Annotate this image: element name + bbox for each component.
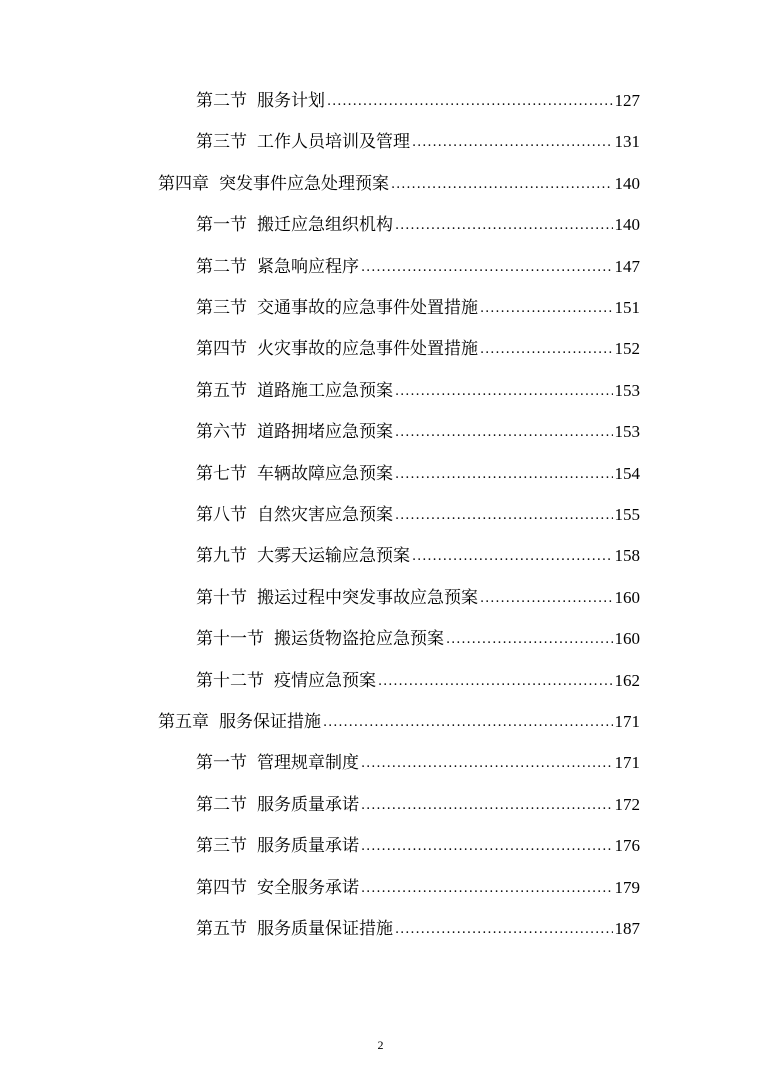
toc-entry-title: 搬运货物盗抢应急预案: [274, 629, 444, 650]
toc-entry-title: 道路拥堵应急预案: [257, 422, 393, 443]
toc-entry-page: 153: [614, 380, 640, 400]
toc-leader-dots: [361, 791, 613, 819]
toc-entry-number: 第三节: [196, 298, 247, 318]
toc-entry-number: 第五节: [196, 380, 247, 401]
toc-entry-page: 172: [614, 794, 640, 814]
toc-entry-page: 160: [614, 587, 640, 607]
toc-entry[interactable]: [196, 792, 640, 818]
toc-entry-number: 第十一节: [196, 629, 264, 650]
toc-entry-page: 176: [614, 836, 640, 856]
toc-entry-page: 160: [614, 629, 640, 649]
toc-leader-dots: [395, 377, 613, 405]
toc-entry[interactable]: [196, 916, 640, 942]
toc-entry-title: 服务保证措施: [219, 712, 321, 732]
toc-entry-title: 搬迁应急组织机构: [257, 215, 393, 236]
toc-entry-page: 152: [614, 339, 640, 359]
toc-leader-dots: [391, 170, 613, 198]
toc-entry-page: 171: [614, 753, 640, 773]
toc-entry-page: 179: [614, 877, 640, 897]
toc-entry-page: 131: [614, 132, 640, 152]
toc-entry-title: 大雾天运输应急预案: [257, 546, 410, 567]
toc-entry-title: 突发事件应急处理预案: [219, 173, 389, 194]
toc-entry-page: 171: [614, 712, 640, 731]
toc-entry-number: 第九节: [196, 546, 247, 567]
toc-entry-number: 第七节: [196, 463, 247, 484]
toc-leader-dots: [446, 625, 613, 653]
toc-entry-title: 道路施工应急预案: [257, 380, 393, 401]
toc-entry-number: 第二节: [196, 794, 247, 815]
toc-entry-title: 管理规章制度: [257, 753, 359, 774]
toc-entry-number: 第一节: [196, 753, 247, 774]
toc-entry-title: 疫情应急预案: [274, 670, 376, 691]
toc-entry-number: 第八节: [196, 505, 247, 525]
toc-entry-page: 151: [614, 298, 640, 317]
toc-entry-page: 153: [614, 422, 640, 442]
toc-entry[interactable]: [196, 875, 640, 901]
toc-entry-title: 交通事故的应急事件处置措施: [257, 298, 478, 318]
toc-entry-title: 自然灾害应急预案: [257, 505, 393, 525]
page-number: 2: [377, 1038, 384, 1052]
toc-leader-dots: [395, 501, 613, 529]
toc-leader-dots: [361, 749, 613, 777]
toc-entry-title: 服务质量保证措施: [257, 919, 393, 939]
toc-entry[interactable]: [158, 709, 640, 735]
toc-entry-number: 第五章: [158, 712, 209, 732]
toc-entry-number: 第二节: [196, 256, 247, 277]
toc-leader-dots: [361, 253, 613, 281]
toc-leader-dots: [378, 667, 613, 695]
toc-entry[interactable]: [196, 668, 640, 694]
toc-entry-title: 服务质量承诺: [257, 836, 359, 857]
toc-entry-title: 紧急响应程序: [257, 256, 359, 277]
toc-leader-dots: [395, 460, 613, 488]
toc-entry[interactable]: [196, 129, 640, 155]
toc-entry[interactable]: [196, 88, 640, 114]
toc-entry-page: 127: [614, 91, 640, 110]
toc-entry-page: 187: [614, 919, 640, 938]
toc-entry-number: 第十节: [196, 587, 247, 608]
toc-entry-title: 搬运过程中突发事故应急预案: [257, 587, 478, 608]
toc-leader-dots: [361, 832, 613, 860]
toc-leader-dots: [395, 211, 613, 239]
toc-entry[interactable]: [196, 750, 640, 776]
toc-leader-dots: [480, 294, 613, 322]
toc-entry[interactable]: [196, 378, 640, 404]
toc-entry-title: 安全服务承诺: [257, 877, 359, 898]
toc-leader-dots: [480, 584, 613, 612]
toc-entry[interactable]: [196, 336, 640, 362]
toc-entry-number: 第四节: [196, 339, 247, 360]
toc-leader-dots: [412, 542, 613, 570]
toc-leader-dots: [323, 708, 613, 736]
toc-entry-title: 工作人员培训及管理: [257, 132, 410, 153]
toc-entry-title: 服务质量承诺: [257, 794, 359, 815]
toc-entry[interactable]: [196, 502, 640, 528]
toc-entry[interactable]: [158, 171, 640, 197]
toc-entry[interactable]: [196, 461, 640, 487]
toc-leader-dots: [327, 87, 613, 115]
toc-entry-page: 147: [614, 256, 640, 276]
toc-entry[interactable]: [196, 212, 640, 238]
toc-entry-number: 第十二节: [196, 670, 264, 691]
toc-leader-dots: [395, 418, 613, 446]
toc-leader-dots: [412, 128, 613, 156]
toc-entry-number: 第三节: [196, 836, 247, 857]
toc-entry[interactable]: [196, 585, 640, 611]
toc-leader-dots: [395, 915, 613, 943]
toc-entry[interactable]: [196, 254, 640, 280]
toc-leader-dots: [361, 874, 613, 902]
toc-entry-number: 第四章: [158, 173, 209, 194]
toc-entry-number: 第四节: [196, 877, 247, 898]
toc-entry-page: 162: [614, 670, 640, 690]
toc-entry-page: 158: [614, 546, 640, 566]
toc-entry[interactable]: [196, 419, 640, 445]
toc-entry[interactable]: [196, 626, 640, 652]
toc-entry-page: 140: [614, 173, 640, 193]
toc-entry-number: 第五节: [196, 919, 247, 939]
toc-entry-page: 140: [614, 215, 640, 235]
toc-entry-title: 火灾事故的应急事件处置措施: [257, 339, 478, 360]
toc-entry-number: 第二节: [196, 91, 247, 111]
toc-leader-dots: [480, 335, 613, 363]
toc-entry-title: 服务计划: [257, 91, 325, 111]
toc-entry-page: 154: [614, 463, 640, 483]
toc-entry-number: 第六节: [196, 422, 247, 443]
toc-entry-number: 第一节: [196, 215, 247, 236]
toc-entry[interactable]: [196, 295, 640, 321]
toc-entry-page: 155: [614, 505, 640, 524]
toc-entry[interactable]: [196, 833, 640, 859]
toc-entry-number: 第三节: [196, 132, 247, 153]
toc-entry-title: 车辆故障应急预案: [257, 463, 393, 484]
toc-entry[interactable]: [196, 543, 640, 569]
